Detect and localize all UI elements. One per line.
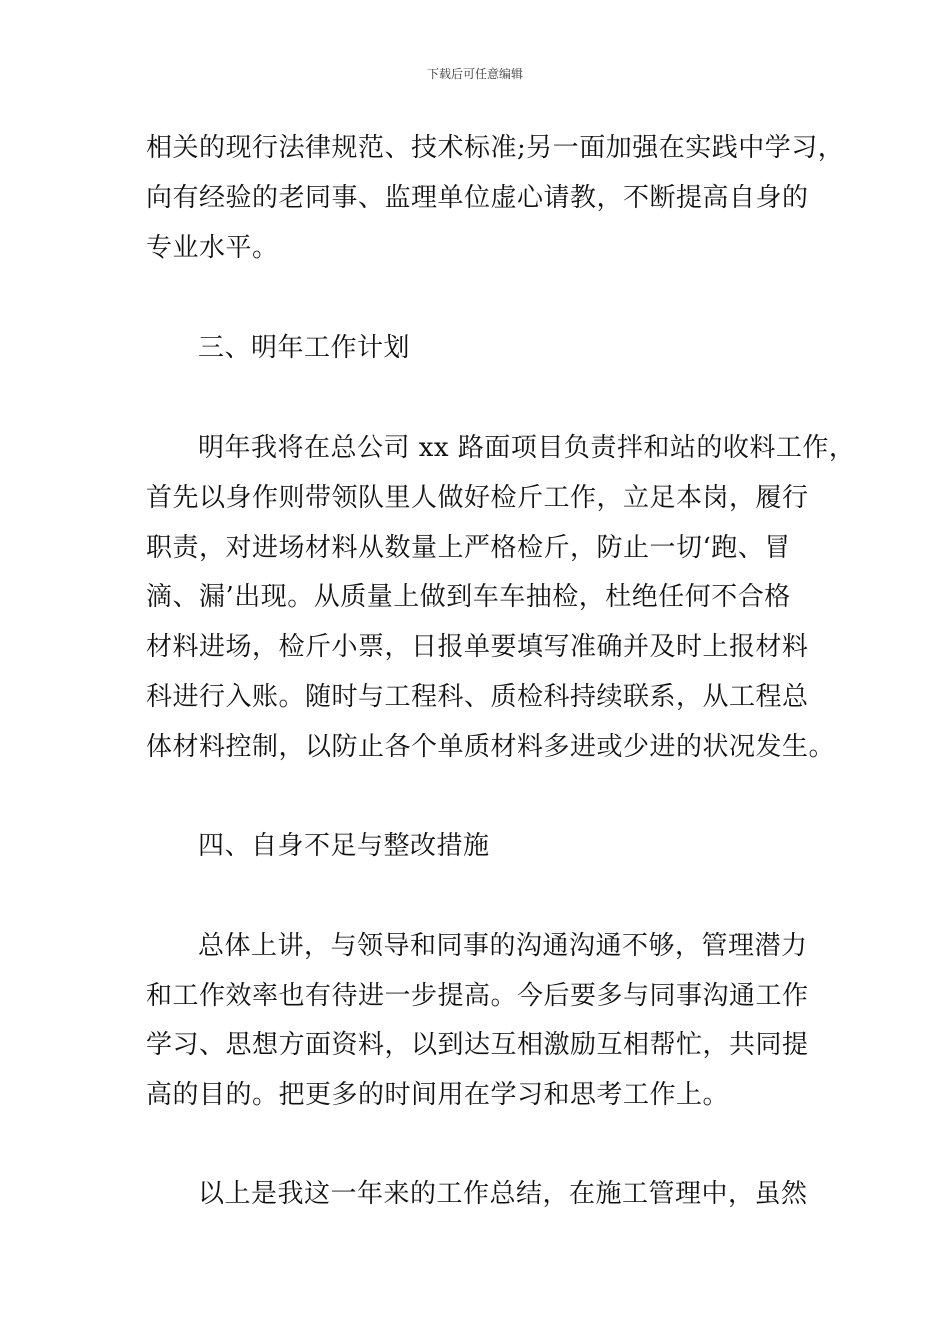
text-line: 首先以身作则带领队里人做好检斤工作，立足本岗，履行 [146, 483, 809, 513]
text-line: 体材料控制，以防止各个单质材料多进或少进的状况发生。 [146, 732, 836, 762]
text-line: 和工作效率也有待进一步提高。今后要多与同事沟通工作 [146, 981, 809, 1011]
text-line: 专业水平。 [146, 233, 279, 263]
text-line: 向有经验的老同事、监理单位虚心请教，不断提高自身的 [146, 183, 809, 213]
text-line: 以上是我这一年来的工作总结，在施工管理中，虽然 [198, 1179, 808, 1209]
text-line: 高的目的。把更多的时间用在学习和思考工作上。 [146, 1080, 730, 1110]
text-line: 学习、思想方面资料，以到达互相激励互相帮忙，共同提 [146, 1030, 809, 1060]
text-line: 滴、漏’出现。从质量上做到车车抽检，杜绝任何不合格 [146, 582, 791, 612]
text-line: 明年我将在总公司 xx 路面项目负责拌和站的收料工作， [198, 433, 856, 463]
section-heading-3: 三、明年工作计划 [198, 333, 411, 363]
text-line: 总体上讲，与领导和同事的沟通沟通不够，管理潜力 [198, 931, 808, 961]
text-line: 相关的现行法律规范、技术标准;另一面加强在实践中学习， [146, 133, 845, 163]
section-heading-4: 四、自身不足与整改措施 [198, 831, 490, 861]
text-line: 职责，对进场材料从数量上严格检斤，防止一切‘跑、冒 [146, 533, 791, 563]
header-note: 下载后可任意编辑 [426, 67, 523, 81]
text-line: 材料进场，检斤小票，日报单要填写准确并及时上报材料 [146, 632, 809, 662]
text-line: 科进行入账。随时与工程科、质检科持续联系，从工程总 [146, 682, 809, 712]
